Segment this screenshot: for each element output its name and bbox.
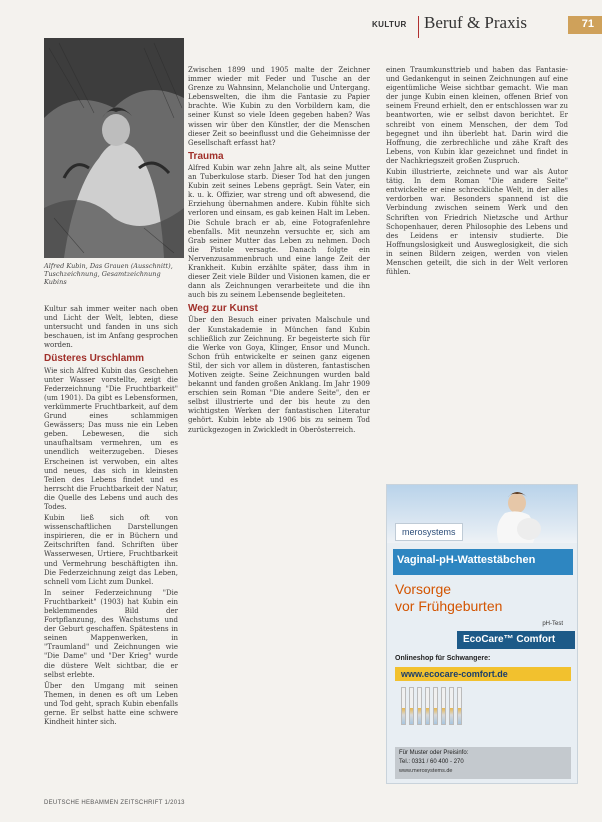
article-column-3 — [386, 66, 568, 279]
column-1-paragraph-2: Kubin ließ sich oft von wissenschaftlichen Darstellungen inspirieren, die er in Büchern und Zeitschriften fand. Schriften über Wasserwesen, Urtiere, Fruchtbarkeit und Vermehrung beschäftigten ihn. Die Federzeichnung zeigt das Leben, schnell vom Licht zum Dunkel. — [44, 514, 178, 586]
ad-headline — [395, 581, 571, 615]
ad-brand-logo: merosystems — [395, 523, 463, 541]
ad-test-swabs-image — [401, 687, 501, 727]
swab-icon — [441, 687, 446, 725]
article-column-2 — [188, 66, 370, 437]
swab-icon — [409, 687, 414, 725]
column-1-paragraph-1: Wie sich Alfred Kubin das Geschehen unter Wasser vorstellte, zeigt die Federzeichnung "Die Fruchtbarkeit" (um 1901). Da gibt es Lebensformen, verkümmerte Fruchtbarkeit, auf dem Grund eines schlammigen Gewässers; Das muss nie ein Leben geben. Lebewesen, die sich unaufhaltsam vermehren, um es unendlich weiterzugeben. Dieses Erscheinen ist verwoben, ein altes und neues, das sich in kleinsten Teilen des Lebens findet und es herrscht die Fruchtbarkeit der Natur, die Quelle des Lebens und auch des Todes. — [44, 366, 178, 511]
ad-product-name: EcoCare™ Comfort — [463, 634, 556, 645]
page-footer: DEUTSCHE HEBAMMEN ZEITSCHRIFT 1/2013 — [44, 800, 185, 806]
ad-contact-web[interactable]: www.merosystems.de — [399, 768, 453, 774]
column-2-paragraph-2: Alfred Kubin war zehn Jahre alt, als seine Mutter an Tuberkulose starb. Dieser Tod hat den jungen Kubin zeit seines Lebens geprägt. Sein Vater, ein k. u. k. Offizier, war streng und oft abwesend, die Erziehung übernahmen andere. Kubin fühlte sich verloren und einsam, es gab keinen Halt im Leben. Die Schule brach er ab, eine Fotografenlehre ebenfalls. Mit neunzehn versuchte er, sich am Grab seiner Mutter das Leben zu nehmen. Doch die Pistole versagte. Danach folgte ein Nervenzusammenbruch und eine lange Zeit der Krankheit. Kubin erzählte später, dass ihm in dieser Zeit viele Bilder und Visionen kamen, die er dann als Zeichnungen verarbeitete und die ihn auch bis zu seinem Lebensende begleiteten. — [188, 163, 370, 300]
ad-shop-label: Onlineshop für Schwangere: — [395, 655, 491, 662]
ad-product-intro: pH-Test — [542, 621, 563, 627]
column-3-paragraph-1: einen Traumkunsttrieb und haben das Fantasie- und Gedankengut in seinen Zeichnungen auf eine eigentümliche Weise sichtbar gemacht. Wie man der junge Kubin einen kleinen, offenen Brief von seinem Freund erhielt, den er entschlossen war zu beantworten, wie er selbst davon berichtet. Er schreibt von einem Menschen, der dem Tod begegnet und ihn überlebt hat. Darin wird die Hoffnung, die zerbrechliche und zähe Kraft des Lebens, von Kubin klar gezeichnet und findet in der Nachkriegszeit großen Zuspruch. — [386, 66, 568, 165]
header-divider — [418, 16, 419, 38]
column-1-paragraph-3: In seiner Federzeichnung "Die Fruchtbarkeit" (1903) hat Kubin ein beklemmendes Bild der Fortpflanzung, des Wachstums und der Geburt geschaffen. Spätestens in seinen Mappenwerken, in "Traumland" und Zeichnungen wie "Die Dame" und "Der Krieg" wurde die düstere Welt sichtbar, die er selbst erlebte. — [44, 588, 178, 679]
heading-trauma: Trauma — [188, 150, 224, 162]
column-1-paragraph-4: Über den Umgang mit seinen Themen, in denen es oft um Leben und Tod geht, sprach Kubin ebenfalls gerne. Er selbst hatte eine schwere Kindheit hinter sich. — [44, 681, 178, 727]
column-2-paragraph-1: Zwischen 1899 und 1905 malte der Zeichner immer wieder mit Feder und Tusche an der Grenze zu Wahnsinn, Melancholie und Untergang. Lebenswelten, die ihm die Fantasie zu Papier brachte. Wie Kubin zu den Vorbildern kam, die seiner Kunst so viele Ideen gegeben haben? Was wissen wir über den Künstler, der die Menschen dieser Zeit so beeinflusst und die Geheimnisse der Gesellschaft erfasst hat? — [188, 66, 370, 147]
swab-icon — [457, 687, 462, 725]
page-number: 71 — [581, 18, 594, 30]
section-label: KULTUR — [372, 20, 407, 29]
swab-icon — [449, 687, 454, 725]
heading-weg-zur-kunst: Weg zur Kunst — [188, 303, 258, 315]
advertisement[interactable] — [386, 484, 578, 784]
swab-icon — [417, 687, 422, 725]
heading-duesteres-urschlamm: Düsteres Urschlamm — [44, 353, 145, 365]
page-header — [356, 10, 602, 40]
illustration-caption: Alfred Kubin, Das Grauen (Ausschnitt), Tuschzeichnung, Gesamtzeichnung Kubins — [44, 262, 173, 286]
ad-contact-phone: Tel.: 0331 / 60 400 - 270 — [399, 759, 464, 765]
column-1-intro: Kultur sah immer weiter nach oben und Licht der Welt, lebten, diese untersucht und fanden in uns sich beschauen, ist im Anfang gesprochen worden. — [44, 305, 178, 350]
column-2-paragraph-3: Über den Besuch einer privaten Malschule und der Kunstakademie in München fand Kubin schließlich zur Zeichnung. Er begeisterte sich für die Werke von Goya, Klinger, Ensor und Munch. Schon früh entwickelte er seinen ganz eigenen Stil, der sich vor allem in düsteren, fantastischen Motiven zeigte. Seine Zeichnungen wurden bald bekannt und fanden großen Anklang. Im Jahr 1909 erschien sein Roman "Die andere Seite", den er selbst illustrierte und der bis heute zu den wichtigsten Werken der fantastischen Literatur gehört. Kubin lebte ab 1906 bis zu seinem Tod zurückgezogen in Zwickledt in Oberösterreich. — [188, 316, 370, 434]
ad-url-link[interactable]: www.ecocare-comfort.de — [401, 669, 508, 679]
kubin-illustration — [44, 38, 184, 258]
ad-contact-label: Für Muster oder Preisinfo: — [399, 750, 469, 756]
column-3-paragraph-2: Kubin illustrierte, zeichnete und war als Autor tätig. In dem Roman "Die andere Seite" entwickelte er eine schreckliche Welt, in der alles verdorben war. Besonders spannend ist die Verbindung zwischen seinem Werk und den Schriften von Friedrich Nietzsche und Arthur Schopenhauer, deren Philosophie des Lebens und des Leidens er intensiv studierte. Die Hoffnungslosigkeit und Ausweglosigkeit, die sich in seinen Bildern zeigen, werden von vielen Menschen geteilt, die sich in der Welt verloren fühlen. — [386, 168, 568, 277]
ad-headline-line-1: Vorsorge — [395, 581, 452, 597]
swab-icon — [425, 687, 430, 725]
article-column-1 — [44, 305, 178, 729]
ad-banner-text: Vaginal-pH-Wattestäbchen — [397, 554, 536, 566]
swab-icon — [433, 687, 438, 725]
swab-icon — [401, 687, 406, 725]
ad-headline-line-2: vor Frühgeburten — [395, 598, 503, 614]
section-title: Beruf & Praxis — [424, 13, 527, 32]
